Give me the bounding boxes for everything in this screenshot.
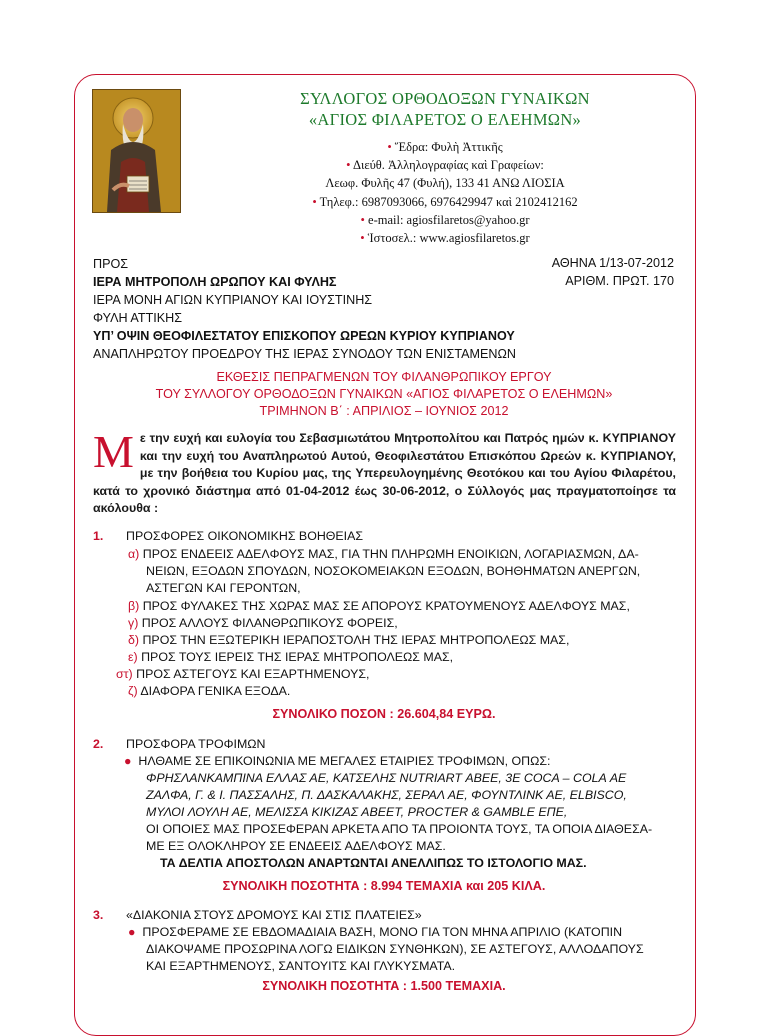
letterhead (210, 88, 680, 247)
saint-icon (92, 89, 181, 213)
section-total: ΣΥΝΟΛΙΚΗ ΠΟΣΟΤΗΤΑ : 8.994 ΤΕΜΑΧΙΑ και 205 ΚΙΛΑ. (222, 879, 546, 893)
list-item: γ) ΠΡΟΣ ΑΛΛΟΥΣ ΦΙΛΑΝΘΡΩΠΙΚΟΥΣ ΦΟΡΕΙΣ, (128, 616, 398, 630)
protocol-number: ΑΡΙΘΜ. ΠΡΩΤ. 170 (565, 274, 674, 288)
bullet-line: ● ΗΛΘΑΜΕ ΣΕ ΕΠΙΚΟΙΝΩΝΙΑ ΜΕ ΜΕΓΑΛΕΣ ΕΤΑΙΡΙΕΣ ΤΡΟΦΙΜΩΝ, ΟΠΩΣ: (124, 754, 551, 768)
section-title: ΠΡΟΣΦΟΡΑ ΤΡΟΦΙΜΩΝ (126, 737, 266, 751)
section-title: «ΔΙΑΚΟΝΙΑ ΣΤΟΥΣ ΔΡΟΜΟΥΣ ΚΑΙ ΣΤΙΣ ΠΛΑΤΕΙΕΣ» (126, 908, 422, 922)
list-item: α) ΠΡΟΣ ΕΝΔΕΕΙΣ ΑΔΕΛΦΟΥΣ ΜΑΣ, ΓΙΑ ΤΗΝ ΠΛΗΡΩΜΗ ΕΝΟΙΚΙΩΝ, ΛΟΓΑΡΙΑΣΜΩΝ, ΔΑ- (128, 547, 639, 561)
report-title-line: ΕΚΘΕΣΙΣ ΠΕΠΡΑΓΜΕΝΩΝ ΤΟΥ ΦΙΛΑΝΘΡΩΠΙΚΟΥ ΕΡΓΟΥ (216, 370, 552, 384)
header-line: • Ἕδρα: Φυλὴ Ἀττικῆς (387, 140, 503, 154)
list-item: ΝΕΙΩΝ, ΕΞΟΔΩΝ ΣΠΟΥΔΩΝ, ΝΟΣΟΚΟΜΕΙΑΚΩΝ ΕΞΟΔΩΝ, ΒΟΗΘΗΜΑΤΩΝ ΑΝΕΡΓΩΝ, (146, 564, 641, 578)
text-line: ΔΙΑΚΟΨΑΜΕ ΠΡΟΣΩΡΙΝΑ ΛΟΓΩ ΕΙΔΙΚΩΝ ΣΥΝΘΗΚΩΝ), ΣΕ ΑΣΤΕΓΟΥΣ, ΑΛΛΟΔΑΠΟΥΣ (146, 942, 644, 956)
intro-paragraph (93, 426, 676, 518)
list-item: ε) ΠΡΟΣ ΤΟΥΣ ΙΕΡΕΙΣ ΤΗΣ ΙΕΡΑΣ ΜΗΤΡΟΠΟΛΕΩΣ ΜΑΣ, (128, 650, 454, 664)
section-total: ΣΥΝΟΛΙΚΗ ΠΟΣΟΤΗΤΑ : 1.500 ΤΕΜΑΧΙΑ. (262, 979, 506, 993)
section-title: ΠΡΟΣΦΟΡΕΣ ΟΙΚΟΝΟΜΙΚΗΣ ΒΟΗΘΕΙΑΣ (126, 529, 364, 543)
drop-cap: Μ (93, 426, 134, 477)
recipient-line: ΦΥΛΗ ΑΤΤΙΚΗΣ (93, 311, 183, 325)
list-item: β) ΠΡΟΣ ΦΥΛΑΚΕΣ ΤΗΣ ΧΩΡΑΣ ΜΑΣ ΣΕ ΑΠΟΡΟΥΣ ΚΡΑΤΟΥΜΕΝΟΥΣ ΑΔΕΛΦΟΥΣ ΜΑΣ, (128, 599, 630, 613)
document-date: ΑΘΗΝΑ 1/13-07-2012 (551, 256, 674, 270)
recipient-pros: ΠΡΟΣ (93, 257, 129, 271)
section-number: 3. (93, 908, 104, 922)
org-name-line1: ΣΥΛΛΟΓΟΣ ΟΡΘΟΔΟΞΩΝ ΓΥΝΑΙΚΩΝ (300, 89, 590, 108)
bullet-icon: ● (124, 754, 132, 768)
company-list-line: ΖΑΛΦΑ, Γ. & Ι. ΠΑΣΣΑΛΗΣ, Π. ΔΑΣΚΑΛΑΚΗΣ, ΣΕΡΑΛ ΑΕ, ΦΟΥΝΤΛΙΝΚ ΑΕ, ELBISCO, (146, 788, 627, 802)
report-title-line: ΤΡΙΜΗΝΟΝ Β΄ : ΑΠΡΙΛΙΟΣ – ΙΟΥΝΙΟΣ 2012 (259, 404, 509, 418)
report-title-line: ΤΟΥ ΣΥΛΛΟΓΟΥ ΟΡΘΟΔΟΞΩΝ ΓΥΝΑΙΚΩΝ «ΑΓΙΟΣ ΦΙΛΑΡΕΤΟΣ Ο ΕΛΕΗΜΩΝ» (155, 387, 613, 401)
list-item: στ) ΠΡΟΣ ΑΣΤΕΓΟΥΣ ΚΑΙ ΕΞΑΡΤΗΜΕΝΟΥΣ, (116, 667, 370, 681)
intro-text: ε την ευχή και ευλογία του Σεβασμιωτάτου Μητροπολίτου και Πατρός ημών κ. ΚΥΠΡΙΑΝΟΥ και την ευχή του Αναπληρωτού Αυτού, Θεοφιλεστάτου Επισκόπου Ωρεών κ. ΚΥΠΡΙΑΝΟΥ, με την βοήθεια του Κυρίου μας, της Υπερευλογημένης Θεοτόκου και του Αγίου Φιλαρέτου, κατά το χρονικό διάστημα από 01-04-2012 έως 30-06-2012, ο Σύλλογός μας πραγματοποίησε τα ακόλουθα : (93, 431, 676, 516)
text-line: ΟΙ ΟΠΟΙΕΣ ΜΑΣ ΠΡΟΣΕΦΕΡΑΝ ΑΡΚΕΤΑ ΑΠΟ ΤΑ ΠΡΟΙΟΝΤΑ ΤΟΥΣ, ΤΑ ΟΠΟΙΑ ΔΙΑΘΕΣΑ- (146, 822, 653, 836)
org-name-line2: «ΑΓΙΟΣ ΦΙΛΑΡΕΤΟΣ Ο ΕΛΕΗΜΩΝ» (308, 110, 582, 129)
list-item: δ) ΠΡΟΣ ΤΗΝ ΕΞΩΤΕΡΙΚΗ ΙΕΡΑΠΟΣΤΟΛΗ ΤΗΣ ΙΕΡΑΣ ΜΗΤΡΟΠΟΛΕΩΣ ΜΑΣ, (128, 633, 570, 647)
list-item: ΑΣΤΕΓΩΝ ΚΑΙ ΓΕΡΟΝΤΩΝ, (146, 581, 301, 595)
recipient-line: ΙΕΡΑ ΜΟΝΗ ΑΓΙΩΝ ΚΥΠΡΙΑΝΟΥ ΚΑΙ ΙΟΥΣΤΙΝΗΣ (93, 293, 373, 307)
text-line: ΚΑΙ ΕΞΑΡΤΗΜΕΝΟΥΣ, ΣΑΝΤΟΥΙΤΣ ΚΑΙ ΓΛΥΚΥΣΜΑΤΑ. (146, 959, 456, 973)
section-number: 2. (93, 737, 104, 751)
recipient-line: ΙΕΡΑ ΜΗΤΡΟΠΟΛΗ ΩΡΩΠΟΥ ΚΑΙ ΦΥΛΗΣ (93, 275, 337, 289)
text-line: ΜΕ ΕΞ ΟΛΟΚΛΗΡΟΥ ΣΕ ΕΝΔΕΕΙΣ ΑΔΕΛΦΟΥΣ ΜΑΣ. (146, 839, 446, 853)
list-item: ζ) ΔΙΑΦΟΡΑ ΓΕΝΙΚΑ ΕΞΟΔΑ. (128, 684, 291, 698)
recipient-line: ΥΠ’ ΟΨΙΝ ΘΕΟΦΙΛΕΣΤΑΤΟΥ ΕΠΙΣΚΟΠΟΥ ΩΡΕΩΝ ΚΥΡΙΟΥ ΚΥΠΡΙΑΝΟΥ (93, 329, 515, 343)
bullet-icon: ● (128, 925, 136, 939)
company-list-line: ΦΡΗΣΛΑΝΚΑΜΠΙΝΑ ΕΛΛΑΣ ΑΕ, ΚΑΤΣΕΛΗΣ NUTRIART ΑΒΕΕ, 3Ε COCA – COLA ΑΕ (146, 771, 627, 785)
section-total: ΣΥΝΟΛΙΚΟ ΠΟΣΟΝ : 26.604,84 ΕΥΡΩ. (272, 707, 496, 721)
header-website[interactable]: • Ἱστοσελ.: www.agiosfilaretos.gr (360, 231, 530, 246)
header-email[interactable]: • e-mail: agiosfilaretos@yahoo.gr (360, 212, 530, 227)
company-list-line: ΜΥΛΟΙ ΛΟΥΛΗ ΑΕ, ΜΕΛΙΣΣΑ ΚΙΚΙΖΑΣ ΑΒΕΕΤ, PROCTER & GAMBLE ΕΠΕ, (146, 805, 568, 819)
recipient-line: ΑΝΑΠΛΗΡΩΤΟΥ ΠΡΟΕΔΡΟΥ ΤΗΣ ΙΕΡΑΣ ΣΥΝΟΔΟΥ ΤΩΝ ΕΝΙΣΤΑΜΕΝΩΝ (93, 347, 516, 361)
header-line: • Τηλεφ.: 6987093066, 6976429947 καὶ 2102412162 (312, 194, 578, 209)
text-line-bold: ΤΑ ΔΕΛΤΙΑ ΑΠΟΣΤΟΛΩΝ ΑΝΑΡΤΩΝΤΑΙ ΑΝΕΛΛΙΠΩΣ ΤΟ ΙΣΤΟΛΟΓΙΟ ΜΑΣ. (160, 856, 587, 870)
header-line: Λεωφ. Φυλῆς 47 (Φυλή), 133 41 ΑΝΩ ΛΙΟΣΙΑ (325, 176, 565, 191)
header-line: • Διεύθ. Ἀλληλογραφίας καὶ Γραφείων: (346, 158, 544, 173)
section-number: 1. (93, 529, 104, 543)
bullet-line: ● ΠΡΟΣΦΕΡΑΜΕ ΣΕ ΕΒΔΟΜΑΔΙΑΙΑ ΒΑΣΗ, ΜΟΝΟ ΓΙΑ ΤΟΝ ΜΗΝΑ ΑΠΡΙΛΙΟ (ΚΑΤΟΠΙΝ (128, 925, 623, 939)
